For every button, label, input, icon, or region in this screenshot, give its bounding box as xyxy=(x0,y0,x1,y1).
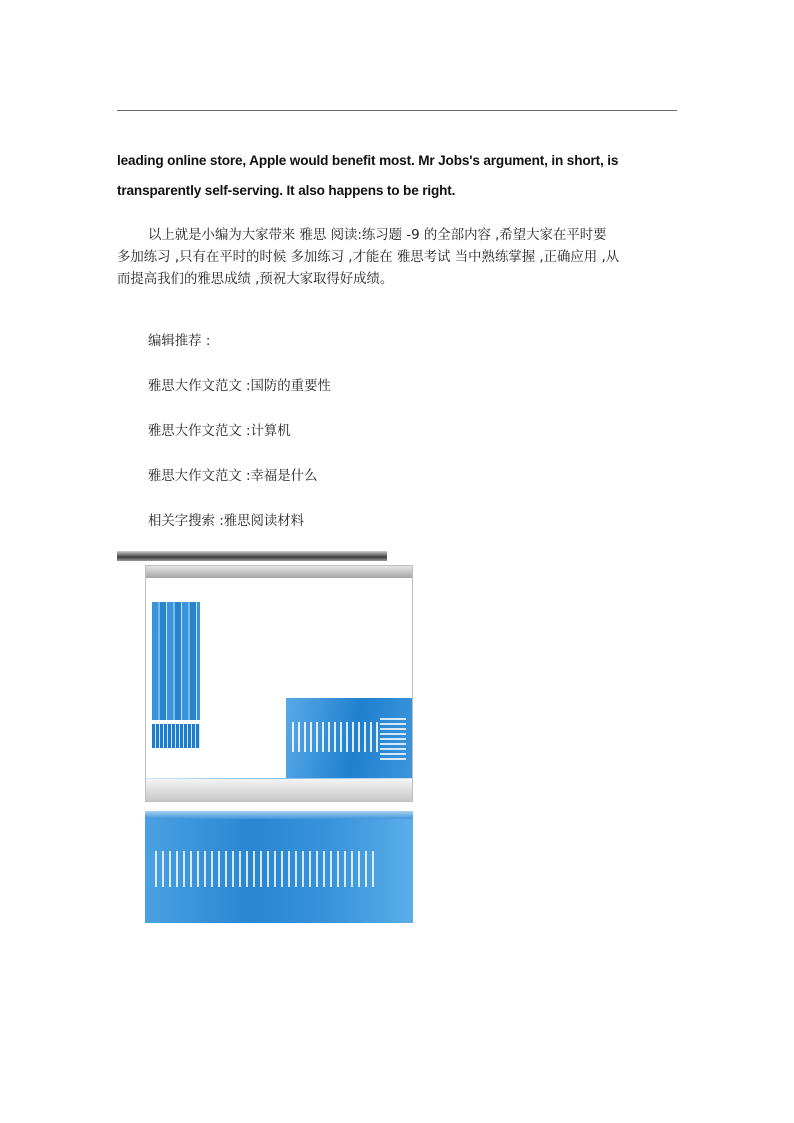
summary-line-1: 以上就是小编为大家带来 雅思 阅读:练习题 -9 的全部内容 ,希望大家在平时要 xyxy=(148,228,607,243)
related-search: 相关字搜索 :雅思阅读材料 xyxy=(148,514,305,529)
banner-url-graphic xyxy=(155,851,375,887)
article-english-line-2: transparently self-serving. It also happens to be right. xyxy=(117,183,456,198)
recommend-heading: 编辑推荐 : xyxy=(148,334,211,349)
brand-url-mark xyxy=(152,724,200,748)
ielts-slogan-box xyxy=(286,698,412,778)
banner-panel-header xyxy=(146,566,412,578)
banner-logo-panel[interactable] xyxy=(145,565,413,802)
summary-line-2: 多加练习 ,只有在平时的时候 多加练习 ,才能在 雅思考试 当中熟练掌握 ,正确应用 ,从 xyxy=(117,250,620,265)
article-english-line-1: leading online store, Apple would benefit most. Mr Jobs's argument, in short, is xyxy=(117,153,619,168)
banner-top-bar xyxy=(117,551,387,561)
ielts-tag-icon xyxy=(380,716,406,760)
summary-paragraph xyxy=(117,225,677,291)
header-rule xyxy=(117,110,677,111)
recommend-link-1[interactable]: 雅思大作文范文 :国防的重要性 xyxy=(148,379,331,394)
banner-url-panel-header xyxy=(145,811,413,819)
slogan-graphic xyxy=(292,722,382,752)
recommend-link-2[interactable]: 雅思大作文范文 :计算机 xyxy=(148,424,291,439)
brand-logo-icon xyxy=(152,602,200,720)
recommend-link-3[interactable]: 雅思大作文范文 :幸福是什么 xyxy=(148,469,318,484)
banner-url-panel[interactable] xyxy=(145,811,413,923)
banner-panel-footer xyxy=(146,779,412,801)
summary-line-3: 而提高我们的雅思成绩 ,预祝大家取得好成绩。 xyxy=(117,272,394,287)
